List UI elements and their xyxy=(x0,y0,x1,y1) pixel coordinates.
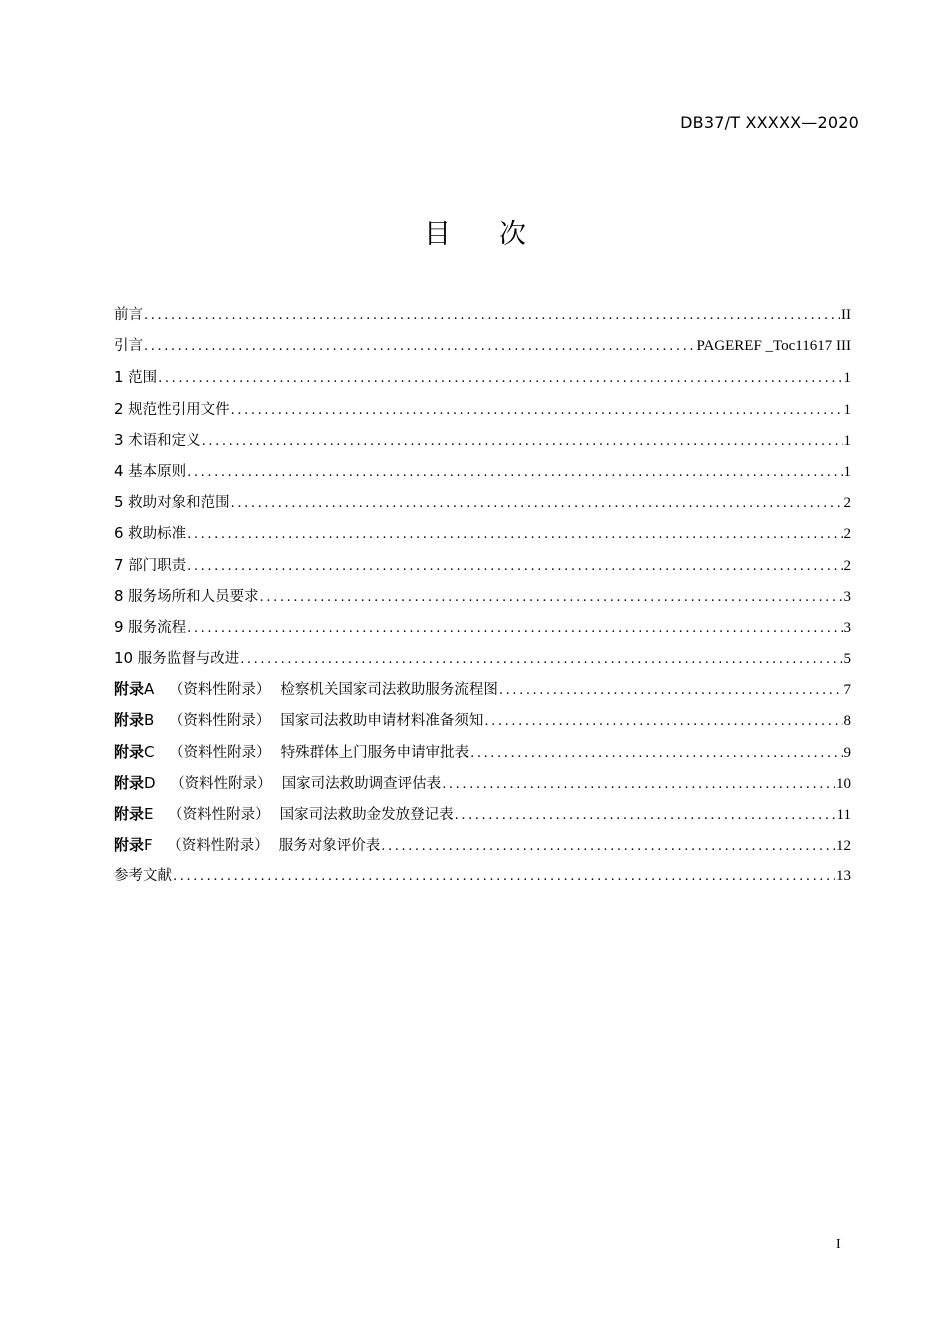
toc-entry-appendix[interactable] xyxy=(114,737,851,768)
toc-entry-label: 服务对象评价表 xyxy=(278,838,381,855)
toc-entry-section[interactable] xyxy=(114,581,851,612)
appendix-kind: （资料性附录） xyxy=(169,744,271,761)
section-number: 2 xyxy=(114,399,124,418)
appendix-prefix: 附录 xyxy=(114,711,145,730)
toc-entry-label: 引言 xyxy=(114,338,143,355)
dot-leader xyxy=(231,395,843,425)
toc-entry-label: 服务场所和人员要求 xyxy=(128,588,259,605)
toc-page-number: 5 xyxy=(843,651,851,668)
toc-entry-section[interactable] xyxy=(114,394,851,425)
toc-entry-label: 参考文献 xyxy=(114,868,172,885)
appendix-letter: F xyxy=(144,836,153,855)
dot-leader xyxy=(442,769,835,799)
toc-page-number: 1 xyxy=(843,432,851,449)
toc-page-number: 2 xyxy=(843,557,851,574)
dot-leader xyxy=(260,582,843,612)
toc-entry-section[interactable] xyxy=(114,550,851,581)
toc-entry-label: 服务流程 xyxy=(128,619,187,636)
toc-entry-section[interactable] xyxy=(114,487,851,518)
toc-entry-appendix[interactable] xyxy=(114,705,851,736)
toc-page-number: II xyxy=(841,307,851,323)
appendix-kind: （资料性附录） xyxy=(168,807,270,823)
toc-entry-section[interactable] xyxy=(114,425,851,456)
toc-page-number: 12 xyxy=(836,838,851,855)
section-number: 5 xyxy=(114,493,124,512)
toc-page-number: 3 xyxy=(843,619,851,636)
toc-entry-references[interactable] xyxy=(114,861,851,892)
dot-leader xyxy=(381,831,835,861)
appendix-prefix: 附录 xyxy=(114,742,145,761)
dot-leader xyxy=(187,457,842,487)
toc-entry-label: 检察机关国家司法救助服务流程图 xyxy=(280,682,498,699)
appendix-prefix: 附录 xyxy=(114,773,145,792)
toc-entry-section[interactable] xyxy=(114,612,851,643)
appendix-kind: （资料性附录） xyxy=(167,838,269,855)
section-number: 6 xyxy=(114,524,124,543)
toc-entry-section[interactable] xyxy=(114,643,851,674)
toc-entry-label: 规范性引用文件 xyxy=(128,401,230,418)
section-number: 8 xyxy=(114,586,124,605)
toc-entry-introduction[interactable] xyxy=(114,331,851,362)
toc-page-number: 2 xyxy=(843,526,851,543)
toc-entry-label: 国家司法救助调查评估表 xyxy=(281,775,442,792)
toc-entry-label: 救助标准 xyxy=(128,526,187,543)
appendix-prefix: 附录 xyxy=(114,805,145,823)
table-of-contents xyxy=(114,300,851,893)
toc-entry-label: 前言 xyxy=(114,307,143,323)
toc-page-number: 10 xyxy=(836,775,851,792)
toc-page-number: 1 xyxy=(843,370,851,387)
toc-page-number: 1 xyxy=(843,401,851,418)
toc-entry-label: 部门职责 xyxy=(128,557,187,574)
toc-entry-label: 国家司法救助金发放登记表 xyxy=(279,807,454,823)
toc-entry-label: 范围 xyxy=(128,370,158,387)
section-number: 9 xyxy=(114,617,124,636)
toc-page-number: 9 xyxy=(843,744,851,761)
toc-entry-section[interactable] xyxy=(114,456,851,487)
dot-leader xyxy=(240,644,842,674)
toc-page-number: 13 xyxy=(836,868,851,885)
appendix-kind: （资料性附录） xyxy=(168,713,271,730)
toc-entry-label: 基本原则 xyxy=(128,463,187,480)
dot-leader xyxy=(187,519,842,549)
appendix-prefix: 附录 xyxy=(114,836,145,855)
dot-leader xyxy=(187,613,842,643)
toc-page-number: PAGEREF _Toc11617 III xyxy=(696,338,851,355)
toc-page-number: 8 xyxy=(843,713,851,730)
appendix-letter: E xyxy=(144,805,154,823)
dot-leader xyxy=(187,551,842,581)
standard-code: DB37/T XXXXX—2020 xyxy=(680,113,859,132)
title-char-2: 次 xyxy=(499,219,526,250)
dot-leader xyxy=(499,675,843,705)
title-char-1: 目 xyxy=(424,219,451,250)
section-number: 4 xyxy=(114,461,124,480)
toc-entry-appendix[interactable] xyxy=(114,768,851,799)
toc-entry-label: 特殊群体上门服务申请审批表 xyxy=(280,744,470,761)
appendix-letter: C xyxy=(144,742,155,761)
toc-entry-label: 救助对象和范围 xyxy=(128,495,230,512)
toc-page-number: 11 xyxy=(836,807,851,823)
appendix-kind: （资料性附录） xyxy=(168,682,271,699)
toc-entry-foreword[interactable] xyxy=(114,300,851,331)
dot-leader xyxy=(231,488,843,518)
toc-page-number: 1 xyxy=(843,463,851,480)
dot-leader xyxy=(470,738,842,768)
toc-page-number: 7 xyxy=(843,682,851,699)
toc-entry-label: 服务监督与改进 xyxy=(137,651,240,668)
section-number: 10 xyxy=(114,649,134,668)
appendix-letter: D xyxy=(144,773,156,792)
dot-leader xyxy=(202,426,843,456)
toc-entry-section[interactable] xyxy=(114,518,851,549)
toc-page-number: 3 xyxy=(843,588,851,605)
dot-leader xyxy=(173,861,835,892)
section-number: 7 xyxy=(114,555,124,574)
toc-entry-appendix[interactable] xyxy=(114,799,851,830)
section-number: 1 xyxy=(114,368,124,387)
toc-page-number: 2 xyxy=(843,495,851,512)
dot-leader xyxy=(158,363,842,393)
appendix-kind: （资料性附录） xyxy=(170,775,272,792)
footer-page-number: I xyxy=(836,1237,841,1252)
appendix-prefix: 附录 xyxy=(114,680,145,699)
toc-entry-appendix[interactable] xyxy=(114,674,851,705)
appendix-letter: B xyxy=(144,711,155,730)
dot-leader xyxy=(144,331,695,362)
page-title xyxy=(0,212,950,251)
dot-leader xyxy=(144,300,840,331)
dot-leader xyxy=(484,706,842,736)
toc-entry-label: 术语和定义 xyxy=(128,432,201,449)
section-number: 3 xyxy=(114,430,124,449)
toc-entry-appendix[interactable] xyxy=(114,830,851,861)
dot-leader xyxy=(455,800,836,830)
appendix-letter: A xyxy=(144,680,155,699)
toc-entry-section[interactable] xyxy=(114,362,851,393)
toc-entry-label: 国家司法救助申请材料准备须知 xyxy=(280,713,484,730)
